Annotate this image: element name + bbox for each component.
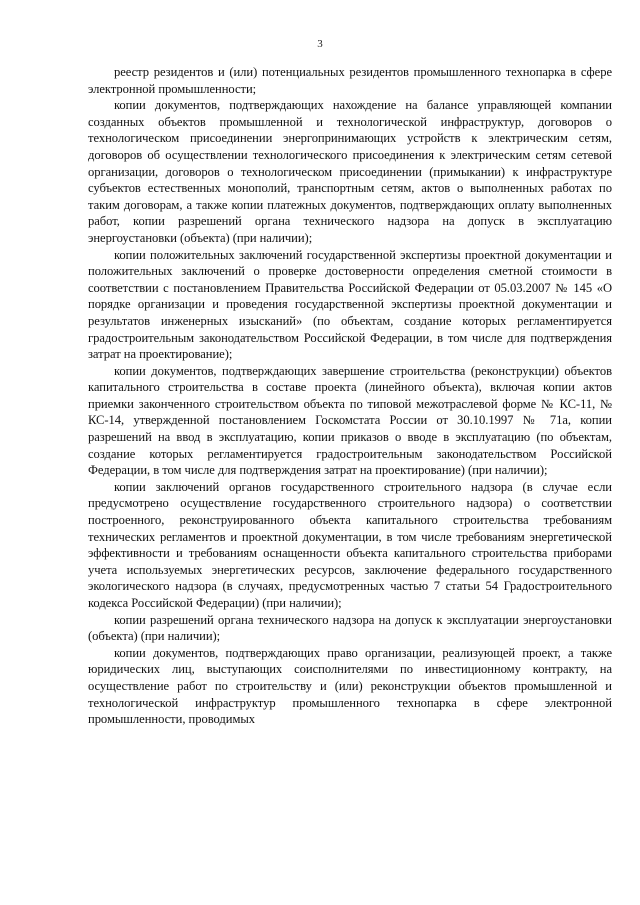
paragraph-construction-completion: копии документов, подтверждающих завершение строительства (реконструкции) объектов капитального строительства в составе проекта (линейного объекта), включая копии актов приемки законченного строительством объекта по типовой межотраслевой форме № КС-11, № КС-14, утвержденной постановлением Госкомстата России от 30.10.1997 № 71а, копии разрешений на ввод в эксплуатацию, копии приказов о вводе в эксплуатацию (по объектам, создание которых регламентируется градостроительным законодательством Российской Федерации, в том числе для подтверждения затрат на проектирование) (при наличии); [88,363,612,478]
paragraph-residents-registry: реестр резидентов и (или) потенциальных резидентов промышленного технопарка в сфере электронной промышленности; [88,65,612,96]
paragraph-supervision-conclusions: копии заключений органов государственного строительного надзора (в случае если предусмотрено осуществление государственного строительного надзора) о соответствии построенного, реконструированного объекта капитального строительства требованиям технических регламентов и проектной документации, в том числе требованиям энергетической эффективности и требованиям оснащенности объекта капитального строительства приборами учета используемых энергетических ресурсов, заключение федерального государственного экологического надзора (в случаях, предусмотренных частью 7 статьи 54 Градостроительного кодекса Российской Федерации) (при наличии); [88,479,612,610]
document-body [88,64,612,728]
page-number: 3 [317,38,323,50]
paragraph-expertise-conclusions: копии положительных заключений государственной экспертизы проектной документации и положительных заключений о проверке достоверности определения сметной стоимости в соответствии с постановлением Правительства Российской Федерации от 05.03.2007 № 145 «О порядке организации и проведения государственной экспертизы проектной документации и результатов инженерных изысканий» (по объектам, создание которых регламентируется градостроительным законодательством Российской Федерации, в том числе для подтверждения затрат на проектирование); [88,247,612,362]
paragraph-right-to-works: копии документов, подтверждающих право организации, реализующей проект, а также юридических лиц, выступающих соисполнителями по инвестиционному контракту, на осуществление работ по строительству и (или) реконструкции объектов промышленной и технологической инфраструктур промышленного технопарка в сфере электронной промышленности, проводимых [88,645,612,727]
paragraph-balance-documents: копии документов, подтверждающих нахождение на балансе управляющей компании созданных объектов промышленной и технологической инфраструктур, договоров о технологическом присоединении энергопринимающих устройств к электрическим сетям, договоров об осуществлении технологического присоединения к электрическим сетям сетевой организации, договоров о технологическом присоединении (примыкании) к инфраструктуре субъектов естественных монополий, транспортным сетям, актов о выполненных работах по таким договорам, а также копии платежных документов, подтверждающих оплату выполненных работ, копии разрешений органа технического надзора на допуск в эксплуатацию энергоустановки (объекта) (при наличии); [88,98,612,245]
paragraph-technical-supervision-permits: копии разрешений органа технического надзора на допуск к эксплуатации энергоустановки (объекта) (при наличии); [88,612,612,644]
